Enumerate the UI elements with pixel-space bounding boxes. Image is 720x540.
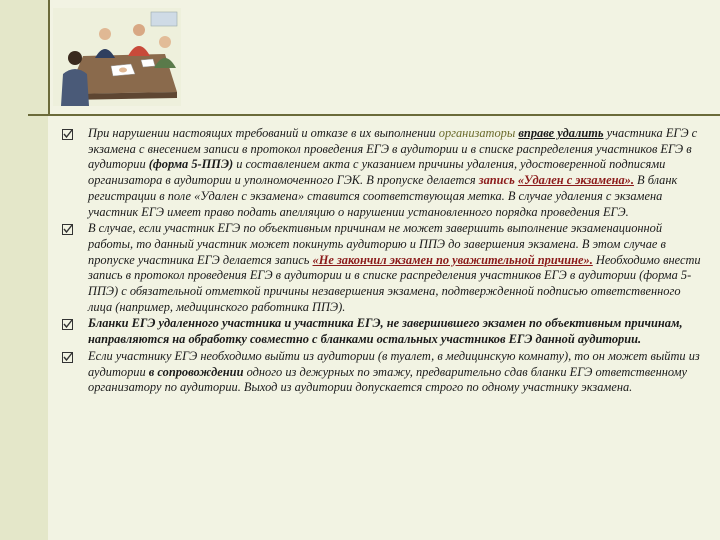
text-segment: участника ЕГЭ с экзамена с внесением записи в протокол проведения ЕГЭ в аудитории и в списке распределения участников ЕГЭ в аудитории: [88, 126, 698, 172]
text-segment: и составлением акта с указанием причины удаления, удостоверенной подписями организатора в аудитории и уполномоченного ГЭК. В пропуске делается: [88, 157, 666, 188]
text-segment: В бланк регистрации в поле «Удален с экзамена» ставится соответствующая метка. В случае удаления с экзамена участник ЕГЭ имеет право подать апелляцию о нарушении установленного порядка проведения ЕГЭ.: [88, 173, 678, 219]
vertical-rule: [48, 0, 50, 114]
text-segment: «Не закончил экзамен по уважительной причине».: [312, 252, 593, 267]
text-segment: В случае, если участник ЕГЭ по объективным причинам не может завершить выполнение экзаменационной работы, то данный участник может покинуть аудиторию и ППЭ до завершения экзамена. В этом случае в пропуске участника ЕГЭ делается запись: [88, 221, 666, 267]
text-segment: в сопровождении: [148, 364, 244, 379]
checkbox-check-icon: [62, 352, 73, 363]
text-segment: (форма 5-ППЭ): [148, 157, 234, 172]
text-segment: Бланки ЕГЭ удаленного участника и участника ЕГЭ, не завершившего экзамен по объективным причинам, направляются на обработку совместно с бланками остальных участников ЕГЭ данной аудитории.: [88, 316, 683, 347]
text-segment: организаторы: [438, 126, 516, 140]
text-segment: При нарушении настоящих требований и отказе в их выполнении: [88, 126, 439, 140]
checkbox-check-icon: [62, 224, 73, 235]
list-item: [62, 349, 702, 396]
text-segment: одного из дежурных по этажу, предварительно сдав бланки ЕГЭ ответственному организатору по аудитории. Выход из аудитории допускается строго по одному участнику экзамена.: [88, 364, 688, 395]
horizontal-rule: [28, 114, 720, 116]
left-band: [0, 0, 48, 540]
list-item-text: [88, 126, 697, 219]
text-segment: Если участнику ЕГЭ необходимо выйти из аудитории (в туалет, в медицинскую комнату), то он может выйти из аудитории: [88, 348, 700, 379]
text-segment: «Удален с экзамена».: [517, 173, 634, 188]
list-item: [62, 221, 702, 315]
text-segment: Необходимо внести запись в протокол проведения ЕГЭ в аудитории и в списке распределения участников ЕГЭ в аудитории (форма 5-ППЭ) с обязательной отметкой причины незавершения экзамена, подтвержденной подписью ответственного лица (например, медицинского работника ППЭ).: [88, 252, 701, 314]
list-item: [62, 316, 702, 347]
list-item-text: [88, 316, 683, 346]
text-body: [62, 126, 702, 397]
list-item-text: [88, 349, 700, 394]
text-segment: запись: [478, 173, 515, 188]
list-item-text: [88, 221, 701, 314]
text-segment: вправе удалить: [518, 126, 604, 140]
checkbox-check-icon: [62, 129, 73, 140]
checkbox-check-icon: [62, 319, 73, 330]
meeting-clipart: [53, 8, 181, 106]
list-item: [62, 126, 702, 220]
